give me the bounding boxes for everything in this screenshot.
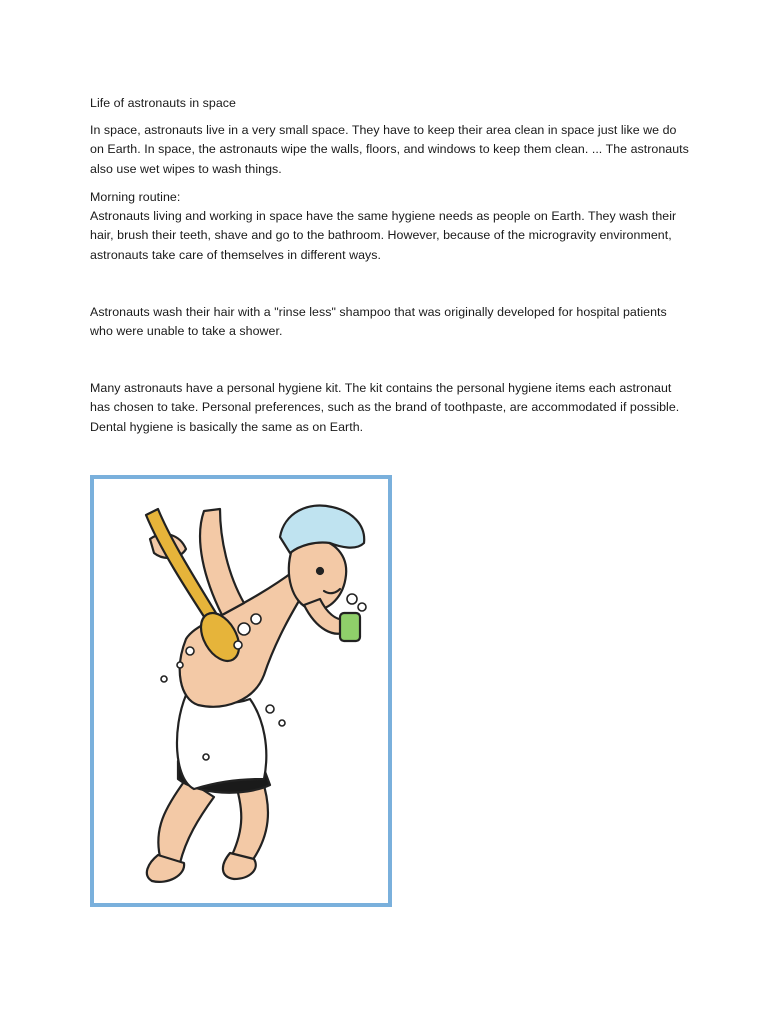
cartoon-soap-bottle xyxy=(340,613,360,641)
cartoon-eye xyxy=(317,568,323,574)
bathing-cartoon-figure xyxy=(90,475,392,907)
paragraph-cleaning: In space, astronauts live in a very small space. They have to keep their area clean in space just like we do on Earth. In space, the astronauts wipe the walls, floors, and windows to keep them clean. ... The astronauts also use wet wipes to wash things. xyxy=(90,123,689,176)
paragraph-hygiene-kit: Many astronauts have a personal hygiene kit. The kit contains the personal hygiene items each astronaut has chosen to take. Personal preferences, such as the brand of toothpaste, are accommodated if possible. Dental hygiene is basically the same as on Earth. xyxy=(90,381,680,434)
paragraph-shampoo: Astronauts wash their hair with a "rinse less" shampoo that was originally developed for hospital patients who were unable to take a shower. xyxy=(90,305,667,339)
document-title: Life of astronauts in space xyxy=(90,96,236,110)
cartoon-towel xyxy=(177,695,266,789)
heading-morning-routine: Morning routine: xyxy=(90,190,181,204)
paragraph-hygiene-needs: Astronauts living and working in space have the same hygiene needs as people on Earth. They wash their hair, brush their teeth, shave and go to the bathroom. However, because of the microgravity environment, astronauts take care of themselves in different ways. xyxy=(90,209,677,262)
cartoon-illustration xyxy=(94,479,388,903)
